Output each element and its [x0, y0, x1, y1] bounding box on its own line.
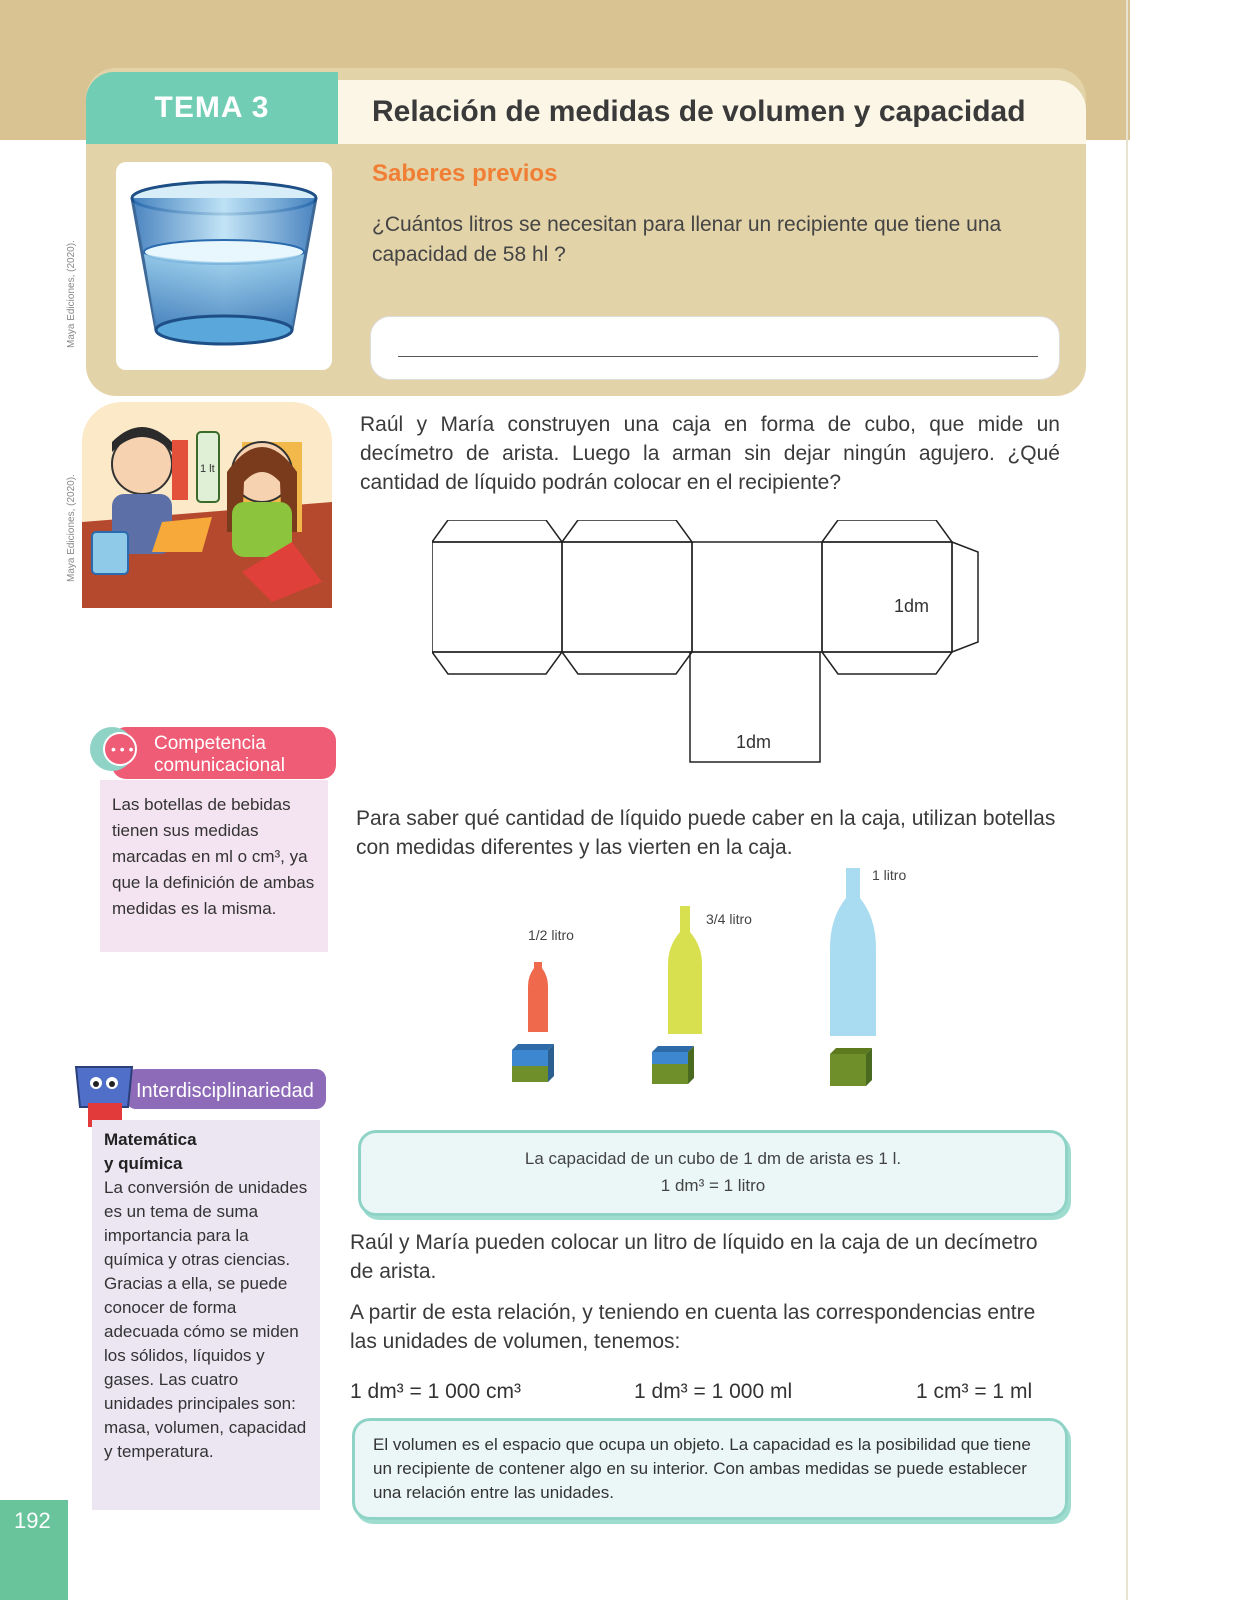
interdisciplinariedad-subtitle-1: Matemática — [104, 1130, 197, 1149]
net-flap-bottom-1 — [432, 652, 562, 674]
intro-paragraph: Raúl y María construyen una caja en forma de cubo, que mide un decímetro de arista. Luego la arman sin dejar ningún agujero. ¿Qué cantidad de líquido podrán colocar en el recipiente? — [360, 413, 1060, 494]
cube-half — [512, 1044, 554, 1082]
bottle-three-quarter-label: 3/4 litro — [706, 911, 752, 927]
competencia-text: Las botellas de bebidas tienen sus medidas marcadas en ml o cm³, ya que la definición de ambas medidas es la misma. — [112, 795, 315, 918]
interdisciplinariedad-box — [92, 1120, 320, 1510]
bottles-illustration — [500, 868, 940, 1108]
formula-line-1: La capacidad de un cubo de 1 dm de arista es 1 l. — [524, 1149, 902, 1168]
equation-2: 1 dm³ = 1 000 ml — [634, 1380, 793, 1403]
book-character-icon — [76, 1067, 132, 1107]
net-flap-top-2 — [562, 520, 692, 542]
chat-dots-icon: • • • — [111, 741, 134, 757]
answer-line — [398, 356, 1038, 357]
definition-text: El volumen es el espacio que ocupa un objeto. La capacidad es la posibilidad que tiene un recipiente de contener algo en su interior. Con ambas medidas se puede establecer una relación entre las unidades. — [373, 1435, 1031, 1502]
page-number: 192 — [14, 1508, 51, 1533]
definition-box — [352, 1418, 1068, 1520]
bottle-half-label: 1/2 litro — [528, 927, 574, 943]
formula-box — [358, 1130, 1068, 1216]
title-tab — [338, 80, 1086, 144]
net-face-4 — [822, 542, 952, 652]
glass-credit: Maya Ediciones, (2020). — [66, 240, 77, 348]
equation-3: 1 cm³ = 1 ml — [916, 1380, 1033, 1403]
saberes-question: ¿Cuántos litros se necesitan para llenar un recipiente que tiene una capacidad de 58 hl ? — [372, 213, 1002, 266]
competencia-badge — [86, 727, 336, 781]
bottles-intro: Para saber qué cantidad de líquido puede caber en la caja, utilizan botellas con medidas diferentes y las vierten en la caja. — [356, 807, 1056, 859]
kids-credit: Maya Ediciones, (2020). — [66, 474, 77, 582]
answer-field[interactable] — [370, 316, 1060, 380]
net-face-3 — [692, 542, 822, 652]
net-flap-top-1 — [432, 520, 562, 542]
saberes-heading: Saberes previos — [372, 160, 558, 187]
glass-illustration — [116, 162, 332, 370]
interdisciplinariedad-text: La conversión de unidades es un tema de suma importancia para la química y otras ciencias. Gracias a ella, se puede conocer de forma adecuada cómo se miden los sólidos, líquidos y gases. Las cuatro unidades principales son: masa, volumen, capacidad y temperatura. — [104, 1178, 308, 1461]
interdisciplinariedad-subtitle-2: y química — [104, 1154, 183, 1173]
page-edge — [1126, 0, 1128, 1600]
tema-tab — [86, 72, 338, 144]
net-face-1 — [432, 542, 562, 652]
net-flap-bottom-4 — [822, 652, 952, 674]
right-margin — [1130, 0, 1236, 1600]
cube-net-diagram — [432, 520, 992, 780]
glass-image — [116, 162, 332, 370]
net-label-right: 1dm — [894, 596, 930, 616]
bottle-three-quarter — [668, 906, 702, 1034]
net-label-bottom: 1dm — [736, 732, 772, 752]
equation-1: 1 dm³ = 1 000 cm³ — [350, 1380, 521, 1403]
competencia-box — [100, 780, 328, 952]
kids-bottle-label: 1 lt — [200, 463, 215, 475]
bottle-one — [830, 868, 876, 1036]
formula-line-2: 1 dm³ = 1 litro — [660, 1176, 766, 1195]
tema-label: TEMA 3 — [154, 91, 270, 124]
net-face-2 — [562, 542, 692, 652]
conclusion-paragraph: Raúl y María pueden colocar un litro de líquido en la caja de un decímetro de arista. — [350, 1231, 1038, 1283]
net-flap-bottom-2 — [562, 652, 692, 674]
bottle-half — [528, 962, 548, 1032]
kids-illustration — [82, 402, 332, 608]
cube-one — [830, 1048, 872, 1086]
bottle-one-label: 1 litro — [872, 868, 907, 883]
net-flap-side — [952, 542, 978, 652]
net-flap-top-4 — [822, 520, 952, 542]
page-title: Relación de medidas de volumen y capacidad — [372, 95, 1026, 128]
interdisciplinariedad-title: Interdisciplinariedad — [136, 1080, 314, 1102]
cube-three-quarter — [652, 1046, 694, 1084]
relation-paragraph: A partir de esta relación, y teniendo en cuenta las correspondencias entre las unidades de volumen, tenemos: — [350, 1301, 1036, 1353]
competencia-title-1: Competencia — [154, 733, 266, 754]
competencia-title-2: comunicacional — [154, 755, 285, 776]
